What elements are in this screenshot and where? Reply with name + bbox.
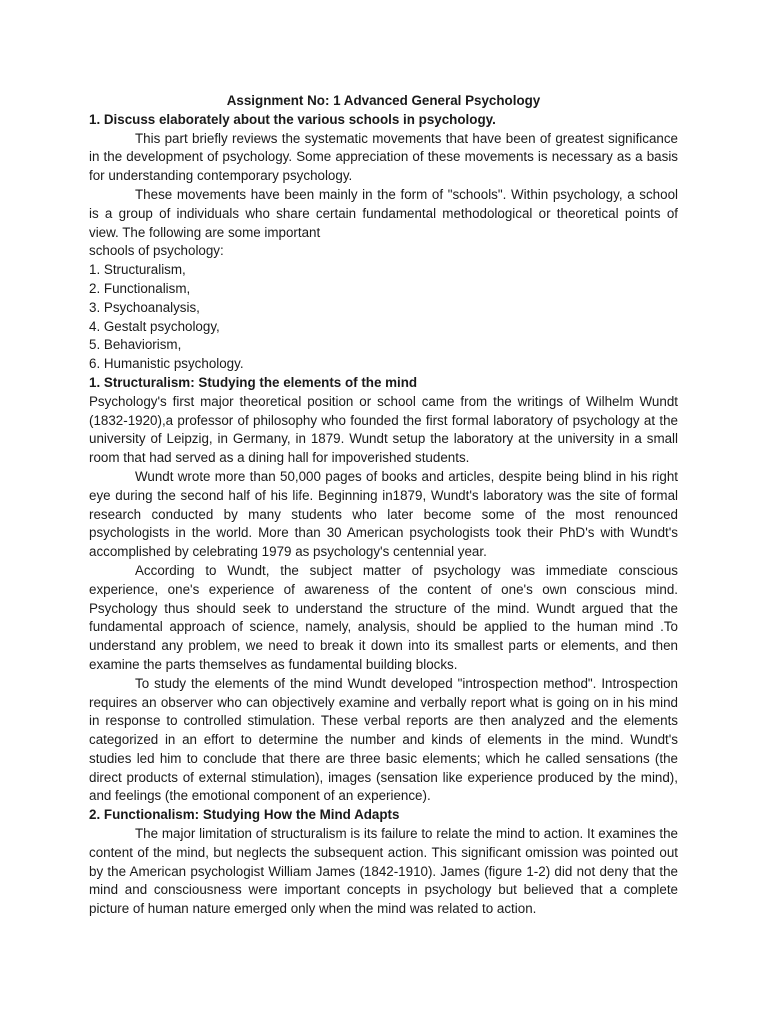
structuralism-paragraph-4: To study the elements of the mind Wundt developed "introspection method". Introspection requires an observer who can objectively examine and verbally report what is going on in his mind in response to controlled stimulation. These verbal reports are then analyzed and the elements categorized in an effort to determine the number and kinds of elements in the mind. Wundt's studies led him to conclude that there are three basic elements; which he called sensations (the direct products of external stimulation), images (sensation like experience produced by the mind), and feelings (the emotional component of an experience).	[89, 675, 678, 804]
functionalism-heading: 2. Functionalism: Studying How the Mind Adapts	[89, 807, 400, 823]
structuralism-paragraph-2: Wundt wrote more than 50,000 pages of books and articles, despite being blind in his right eye during the second half of his life. Beginning in1879, Wundt's laboratory was the site of formal research conducted by many students who later become some of the most renounced psychologists in the world. More than 30 American psychologists took their PhD's with Wundt's accomplished by celebrating 1979 as psychology's centennial year.	[89, 468, 678, 560]
document-body	[89, 92, 678, 919]
list-item: 4. Gestalt psychology,	[89, 318, 220, 334]
structuralism-paragraph-1: Psychology's first major theoretical position or school came from the writings of Wilhelm Wundt (1832-1920),a professor of philosophy who founded the first formal laboratory of psychology at the university of Leipzig, in Germany, in 1879. Wundt setup the laboratory at the university in a small room that had served as a dining hall for impoverished students.	[89, 393, 678, 466]
intro-paragraph-2: These movements have been mainly in the form of "schools". Within psychology, a school is a group of individuals who share certain fundamental methodological or theoretical points of view. The following are some important	[89, 186, 678, 240]
intro-paragraph-2-tail: schools of psychology:	[89, 243, 224, 259]
structuralism-heading: 1. Structuralism: Studying the elements of the mind	[89, 374, 418, 390]
intro-paragraph-1: This part briefly reviews the systematic movements that have been of greatest significance in the development of psychology. Some appreciation of these movements is necessary as a basis for understanding contemporary psychology.	[89, 130, 678, 184]
page-title: Assignment No: 1 Advanced General Psychology	[226, 93, 541, 108]
list-item: 5. Behaviorism,	[89, 337, 182, 353]
functionalism-paragraph-1: The major limitation of structuralism is its failure to relate the mind to action. It examines the content of the mind, but neglects the subsequent action. This significant omission was pointed out by the American psychologist William James (1842-1910). James (figure 1-2) did not deny that the mind and consciousness were important concepts in psychology but believed that a complete picture of human nature emerged only when the mind was related to action.	[89, 826, 678, 917]
list-item: 6. Humanistic psychology.	[89, 356, 244, 372]
question-heading: 1. Discuss elaborately about the various schools in psychology.	[89, 111, 496, 127]
list-item: 1. Structuralism,	[89, 262, 186, 278]
list-item: 3. Psychoanalysis,	[89, 299, 200, 315]
structuralism-paragraph-3: According to Wundt, the subject matter of psychology was immediate conscious experience, one's experience of awareness of the content of one's own conscious mind. Psychology thus should seek to understand the structure of the mind. Wundt argued that the fundamental approach of science, namely, analysis, should be applied to the human mind .To understand any problem, we need to break it down into its smallest parts or elements, and then examine the parts themselves as fundamental building blocks.	[89, 562, 678, 672]
schools-list	[89, 261, 678, 374]
list-item: 2. Functionalism,	[89, 280, 191, 296]
